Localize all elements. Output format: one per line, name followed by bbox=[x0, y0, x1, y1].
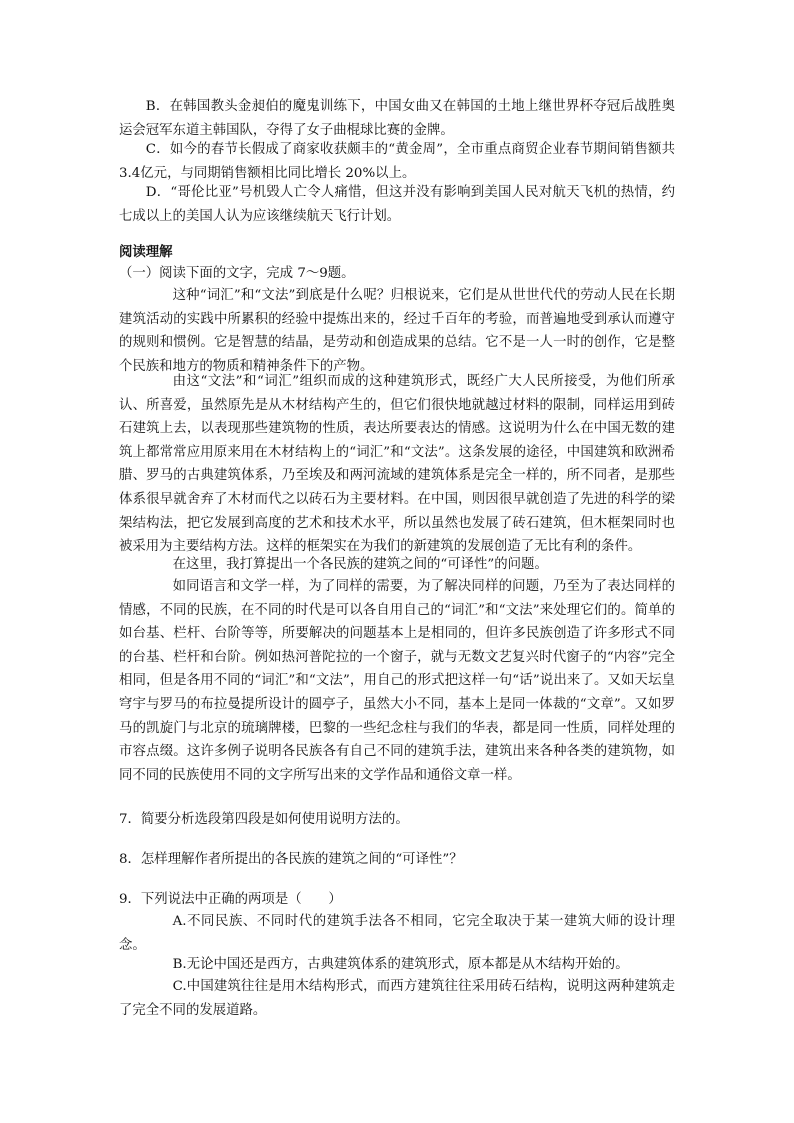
option-c-prev: C．如今的春节长假成了商家收获颇丰的“黄金周”，全市重点商贸企业春节期间销售额共 3.4亿元，与同期销售额相比同比增长 20%以上。 bbox=[119, 142, 675, 181]
question-9-option-c: C.中国建筑往往是用木结构形式，而西方建筑往往采用砖石结构，说明这两种建筑走了完全不同的发展道路。 bbox=[119, 979, 675, 1018]
question-9: 9．下列说法中正确的两项是（ ） bbox=[119, 892, 342, 907]
question-8: 8．怎样理解作者所提出的各民族的建筑之间的“可译性”？ bbox=[119, 852, 463, 867]
option-b-prev: B．在韩国教头金昶伯的魔鬼训练下，中国女曲又在韩国的土地上继世界杯夺冠后战胜奥运会冠军东道主韩国队，夺得了女子曲棍球比赛的金牌。 bbox=[119, 99, 675, 138]
passage-paragraph-3: 在这里，我打算提出一个各民族的建筑之间的“可译性”的问题。 bbox=[172, 557, 548, 572]
question-7: 7．简要分析选段第四段是如何使用说明方法的。 bbox=[119, 812, 409, 827]
passage-paragraph-4: 如同语言和文学一样，为了同样的需要，为了解决同样的问题，乃至为了表达同样的情感，不同的民族，在不同的时代是可以各自用自己的“词汇”和“文法”来处理它们的。简单的如台基、栏杆、台阶等等，所要解决的问题基本上是相同的，但许多民族创造了许多形式不同的台基、栏杆和台阶。例如热河普陀拉的一个窗子，就与无数文艺复兴时代窗子的“内容”完全相同，但是各用不同的“词汇”和“文法”，用自己的形式把这样一句“话”说出来了。又如天坛皇穹宇与罗马的布拉曼提所设计的圆亭子，虽然大小不同，基本上是同一体裁的“文章”。又如罗马的凯旋门与北京的琉璃牌楼，巴黎的一些纪念柱与我们的华表，都是同一性质，同样处理的市容点缀。这许多例子说明各民族各有自己不同的建筑手法，建筑出来各种各类的建筑物，如同不同的民族使用不同的文字所写出来的文学作品和通俗文章一样。 bbox=[119, 579, 675, 783]
option-d-prev: D．“哥伦比亚”号机毁人亡令人痛惜，但这并没有影响到美国人民对航天飞机的热情，约七成以上的美国人认为应该继续航天飞行计划。 bbox=[119, 185, 675, 224]
passage-paragraph-1: 这种“词汇”和“文法”到底是什么呢？归根说来，它们是从世世代代的劳动人民在长期建筑活动的实践中所累积的经验中提炼出来的，经过千百年的考验，而普遍地受到承认而遵守的规则和惯例。它是智慧的结晶，是劳动和创造成果的总结。它不是一人一时的创作，它是整个民族和地方的物质和精神条件下的产物。 bbox=[119, 288, 675, 374]
question-9-option-b: B.无论中国还是西方，古典建筑体系的建筑形式，原本都是从木结构开始的。 bbox=[172, 957, 629, 972]
section-title: 阅读理解 bbox=[119, 244, 173, 260]
passage-paragraph-2: 由这“文法”和“词汇”组织而成的这种建筑形式，既经广大人民所接受，为他们所承认、所喜爱，虽然原先是从木材结构产生的，但它们很快地就越过材料的限制，同样运用到砖石建筑上去，以表现那些建筑物的性质，表达所要表达的情感。这说明为什么在中国无数的建筑上都常常应用原来用在木材结构上的“词汇”和“文法”。这条发展的途径，中国建筑和欧洲希腊、罗马的古典建筑体系，乃至埃及和两河流域的建筑体系是完全一样的，所不同者，是那些体系很早就舍弃了木材而代之以砖石为主要材料。在中国，则因很早就创造了先进的科学的梁架结构法，把它发展到高度的艺术和技术水平，所以虽然也发展了砖石建筑，但木框架同时也被采用为主要结构方法。这样的框架实在为我们的新建筑的发展创造了无比有利的条件。 bbox=[119, 374, 675, 555]
question-9-option-a: A.不同民族、不同时代的建筑手法各不相同，它完全取决于某一建筑大师的设计理念。 bbox=[119, 914, 675, 953]
reading-instruction: （一）阅读下面的文字，完成 7～9题。 bbox=[119, 266, 355, 281]
